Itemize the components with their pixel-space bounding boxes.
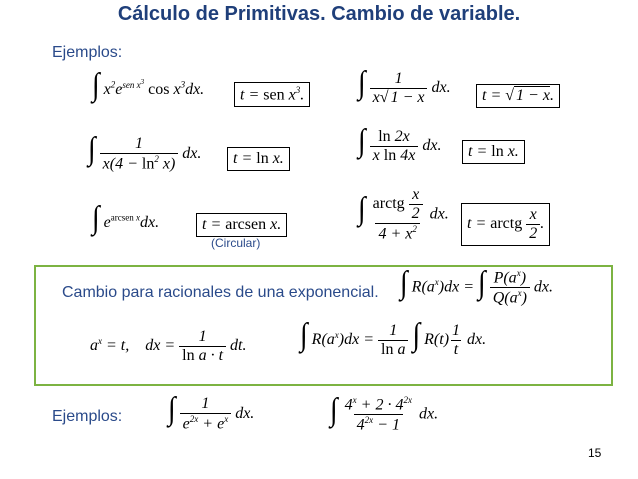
exponential-substitution: $a^x = t$, dx = $\frac{1}{\text{ln a · t}}$ dt. (90, 328, 247, 364)
example-integral-1: ∫ $x^2e^{sen x^3}$ $\cos x^3dx$. (92, 67, 205, 104)
circular-note: (Circular) (211, 236, 261, 250)
example-integral-6: ∫ arctg $\frac{x}{2}$ $4 + x^2$ dx. (358, 186, 449, 243)
substitution-box-6: t = arctg $\frac{x}{2}$ . (461, 203, 550, 246)
example-integral-2: ∫ $\frac{1}{x√ 1 - x}$ dx. (358, 65, 451, 106)
substitution-box-1: t = sen $x^3$. (234, 82, 310, 107)
substitution-box-4: t = ln x. (462, 140, 525, 164)
page-title: Cálculo de Primitivas. Cambio de variable. (117, 3, 521, 25)
rational-integral-formula: ∫ $R(a^x)dx$ = ∫ $\frac{P(a^x)}{Q(a^x)}$ dx. (400, 265, 554, 307)
example-integral-8: ∫ $\frac{4^x + 2 \cdot 4^{2x}}{4^{2x} - 1}$ dx. (330, 392, 439, 434)
substitution-box-3: t = ln x. (227, 147, 290, 171)
rational-heading: Cambio para racionales de una exponencial. (62, 284, 379, 301)
examples-heading-bottom: Ejemplos: (52, 408, 123, 425)
example-integral-7: ∫ $\frac{1}{e^{2x} + e^x}$ dx. (168, 391, 255, 433)
page-number: 15 (588, 446, 602, 460)
substitution-box-5: t = arcsen x. (196, 213, 287, 237)
examples-heading-top: Ejemplos: (52, 44, 123, 61)
example-integral-3: ∫ $\frac{1}{x(4 - \ln^2 x)}$ dx. (88, 131, 202, 173)
example-integral-4: ∫ $\frac{\ln 2x}{\text{x ln 4x}}$ dx. (358, 123, 442, 164)
transformed-integral: ∫ $R(a^x)dx$ = $\frac{1}{\text{ln a}}$ ∫ R(t) $\frac{1}{t}$ dx. (300, 317, 487, 358)
substitution-box-2: t = √ 1 − x. (476, 84, 560, 108)
example-integral-5: ∫ $e^{arcsen x}dx$. (92, 200, 160, 237)
